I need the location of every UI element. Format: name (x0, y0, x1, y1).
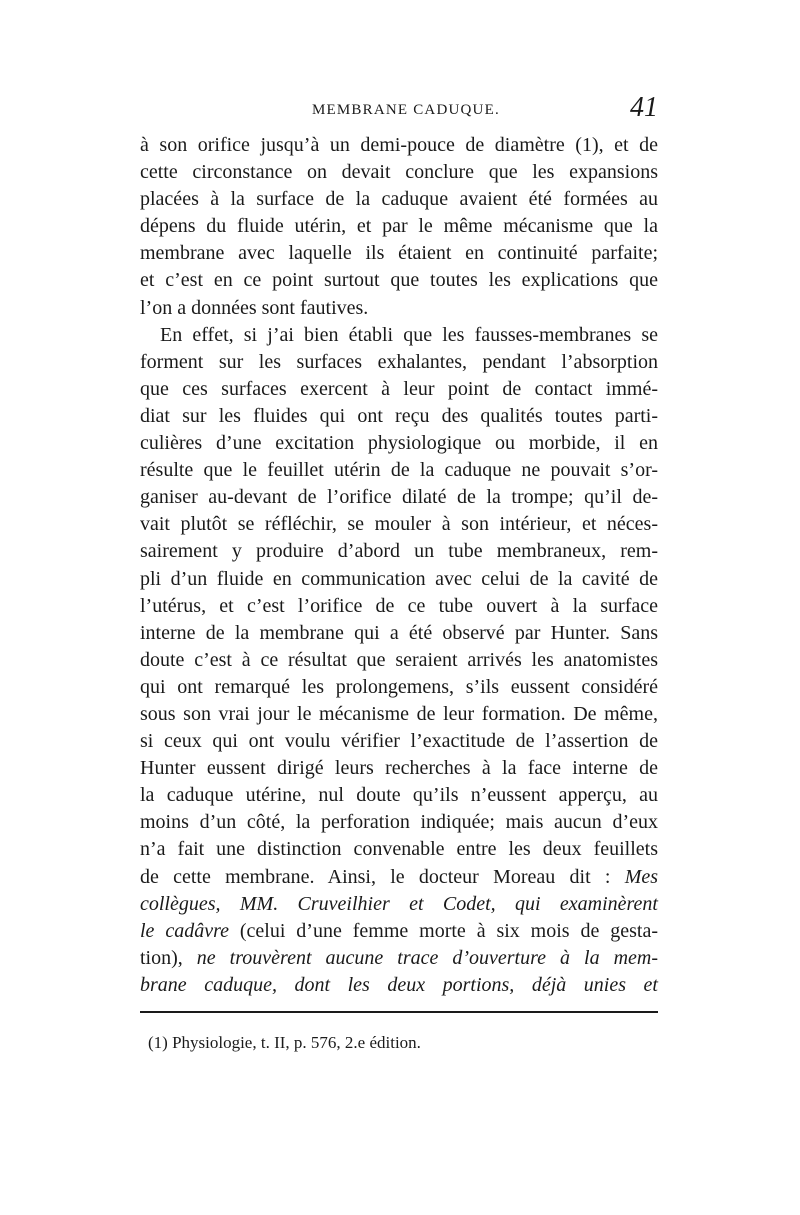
text-line: Hunter eussent dirigé leurs recherches à la face interne de (140, 757, 658, 780)
text-segment: (celui d’une femme morte à six mois de gesta- (239, 919, 658, 942)
text-line: dépens du fluide utérin, et par le même mécanisme que la (140, 215, 658, 238)
text-line: interne de la membrane qui a été observé par Hunter. Sans (140, 621, 658, 644)
text-segment: de cette membrane. Ainsi, le docteur Moreau dit : (140, 865, 611, 888)
text-line (140, 918, 658, 945)
text-line: à son orifice jusqu’à un demi-pouce de diamètre (1), et de (140, 134, 658, 156)
text-line: pli d’un fluide en communication avec celui de la cavité de (140, 567, 658, 590)
text-line: moins d’un côté, la perforation indiquée; mais aucun d’eux (140, 811, 658, 834)
text-line: cette circonstance on devait conclure que les expansions (140, 161, 658, 184)
text-line: et c’est en ce point surtout que toutes les explications que (140, 269, 658, 292)
running-title: MEMBRANE CADUQUE. (312, 102, 500, 118)
text-line: sairement y produire d’abord un tube membraneux, rem- (140, 540, 658, 563)
footnote-divider (140, 1011, 658, 1013)
page-header (140, 92, 658, 126)
footnote: (1) Physiologie, t. II, p. 576, 2.e édition. (148, 1033, 421, 1052)
text-line (140, 864, 658, 891)
text-line: membrane avec laquelle ils étaient en continuité parfaite; (140, 242, 658, 265)
page-number: 41 (630, 92, 658, 123)
italic-segment: ne trouvèrent aucune trace d’ouverture à la mem- (196, 946, 659, 969)
text-line: si ceux qui ont voulu vérifier l’exactitude de l’assertion de (140, 730, 658, 753)
text-line: forment sur les surfaces exhalantes, pendant l’absorption (140, 350, 658, 373)
text-line: ganiser au-devant de l’orifice dilaté de la trompe; qu’il de- (140, 486, 658, 509)
text-line (140, 945, 658, 972)
italic-segment: Mes (624, 865, 659, 888)
text-line: la caduque utérine, nul doute qu’ils n’eussent apperçu, au (140, 784, 658, 807)
italic-segment: le cadâvre (140, 919, 229, 942)
italic-segment: collègues, MM. Cruveilhier et Codet, qui examinèrent (140, 892, 658, 915)
text-line: vait plutôt se réfléchir, se mouler à son intérieur, et néces- (140, 513, 658, 536)
text-line: placées à la surface de la caduque avaient été formées au (140, 188, 658, 211)
text-line: résulte que le feuillet utérin de la caduque ne pouvait s’or- (140, 459, 658, 482)
text-line: qui ont remarqué les prolongemens, s’ils eussent considéré (140, 675, 658, 698)
text-line: sous son vrai jour le mécanisme de leur formation. De même, (140, 702, 658, 725)
text-line (140, 891, 658, 918)
text-line: que ces surfaces exercent à leur point de contact immé- (140, 377, 658, 400)
text-line: n’a fait une distinction convenable entre les deux feuillets (140, 838, 658, 861)
text-line: l’on a données sont fautives. (140, 296, 369, 319)
body-text (140, 132, 658, 999)
italic-segment: brane caduque, dont les deux portions, déjà unies et (140, 973, 658, 996)
text-line: culières d’une excitation physiologique ou morbide, il en (140, 432, 658, 455)
text-line: diat sur les fluides qui ont reçu des qualités toutes parti- (140, 404, 658, 427)
text-line: En effet, si j’ai bien établi que les fausses-membranes se (160, 323, 658, 346)
text-line (140, 972, 658, 999)
text-segment: tion), (140, 946, 183, 969)
text-line: l’utérus, et c’est l’orifice de ce tube ouvert à la surface (140, 594, 658, 617)
text-line: doute c’est à ce résultat que seraient arrivés les anatomistes (140, 648, 658, 671)
